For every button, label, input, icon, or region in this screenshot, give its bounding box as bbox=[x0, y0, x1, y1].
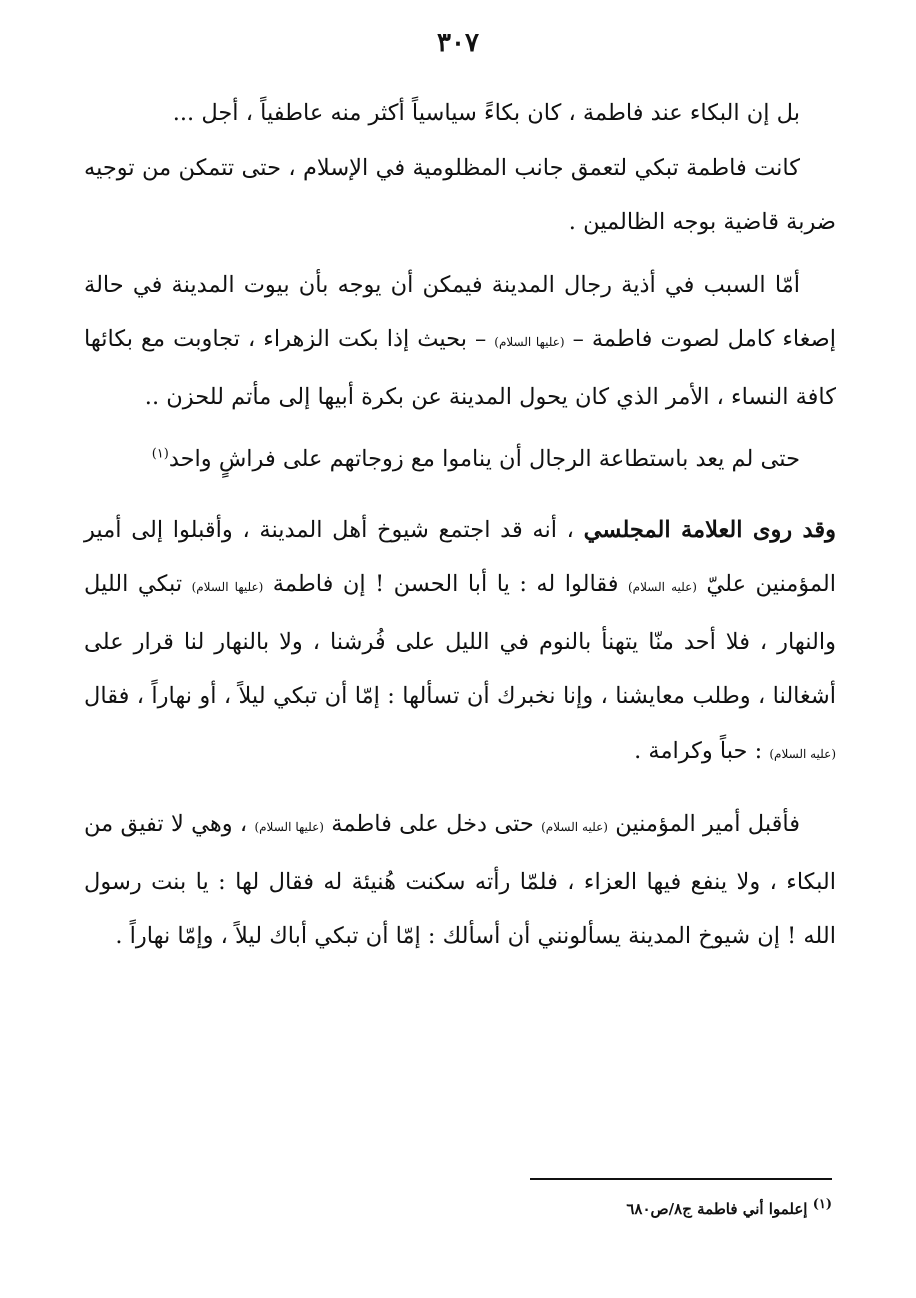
footnote-mark: (١) bbox=[812, 1197, 832, 1212]
paragraph-3 bbox=[84, 258, 836, 425]
honorific: (عليها السلام) bbox=[494, 335, 565, 349]
footnote-reference: (١) bbox=[151, 446, 169, 462]
paragraph-5-text-d: : حباً وكرامة . bbox=[634, 737, 770, 764]
narrator-name: وقد روى العلامة المجلسي bbox=[583, 516, 836, 543]
paragraph-5 bbox=[84, 503, 836, 782]
honorific: (عليها السلام) bbox=[254, 820, 324, 834]
paragraph-2: كانت فاطمة تبكي لتعمق جانب المظلومية في الإسلام ، حتى تتمكن من توجيه ضربة قاضية بوجه الظالمين . bbox=[84, 154, 836, 235]
honorific: (عليه السلام) bbox=[769, 746, 836, 761]
footnote bbox=[332, 1196, 832, 1222]
paragraph-6-text-c: ، وهي لا تفيق من البكاء ، ولا ينفع فيها العزاء ، فلمّا رأته سكنت هُنيئة له فقال لها : يا بنت رسول الله ! إن شيوخ المدينة يسألونني أن أسألك : إمّا أن تبكي أباك ليلاً ، وإمّا نهاراً . bbox=[84, 811, 836, 949]
paragraph-6 bbox=[84, 797, 836, 964]
footnote-divider bbox=[530, 1178, 832, 1180]
paragraph-3-text-a: أمّا السبب في أذية رجال المدينة فيمكن أن يوجه بأن بيوت المدينة في حالة إصغاء كامل لصوت فاطمة – bbox=[84, 271, 836, 352]
footnote-text: إعلموا أني فاطمة ج٨/ص٦٨٠ bbox=[626, 1200, 813, 1218]
paragraph-3-text-b: – بحيث إذا بكت الزهراء ، تجاوبت مع بكائها كافة النساء ، الأمر الذي كان يحول المدينة عن بكرة أبيها إلى مأتم للحزن .. bbox=[84, 326, 836, 410]
page-number: ٣٠٧ bbox=[437, 28, 479, 58]
honorific: (عليها السلام) bbox=[191, 580, 264, 594]
paragraph-5-text-b: فقالوا له : يا أبا الحسن ! إن فاطمة bbox=[263, 571, 628, 597]
paragraph-5-text-a: ، أنه قد اجتمع شيوخ أهل المدينة ، وأقبلوا إلى أمير المؤمنين عليّ bbox=[84, 516, 837, 597]
body-text bbox=[84, 86, 836, 964]
paragraph-4 bbox=[84, 432, 836, 487]
honorific: (عليه السلام) bbox=[541, 820, 608, 834]
honorific: (عليه السلام) bbox=[627, 580, 697, 594]
paragraph-5-text-c: تبكي الليل والنهار ، فلا أحد منّا يتهنأ بالنوم في الليل على فُرشنا ، ولا بالنهار لنا قرار على أشغالنا ، وطلب معايشنا ، وإنا نخبرك أن تسألها : إمّا أن تبكي ليلاً ، أو نهاراً ، فقال bbox=[84, 571, 836, 709]
paragraph-4-text: حتى لم يعد باستطاعة الرجال أن يناموا مع زوجاتهم على فراشٍ واحد bbox=[168, 446, 800, 472]
paragraph-1: بل إن البكاء عند فاطمة ، كان بكاءً سياسياً أكثر منه عاطفياً ، أجل ... bbox=[172, 100, 800, 126]
paragraph-6-text-a: فأقبل أمير المؤمنين bbox=[607, 811, 801, 837]
paragraph-6-text-b: حتى دخل على فاطمة bbox=[324, 811, 542, 837]
